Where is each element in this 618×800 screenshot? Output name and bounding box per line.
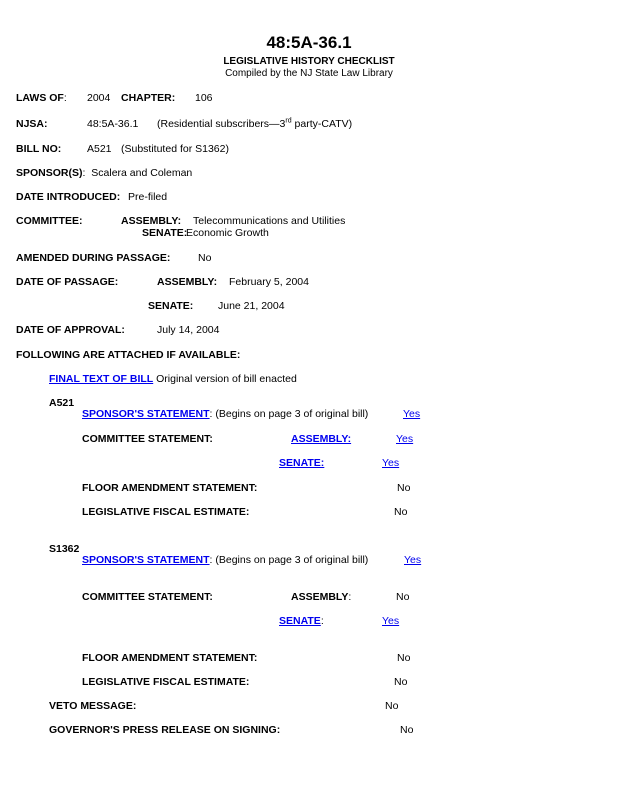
a521-label: A521 — [49, 397, 75, 409]
a521-sponsor-yes-link[interactable]: Yes — [403, 408, 421, 420]
sponsors-value: Scalera and Coleman — [91, 167, 193, 179]
a521-fiscal-label: LEGISLATIVE FISCAL ESTIMATE: — [82, 506, 250, 518]
date-of-approval-value: July 14, 2004 — [157, 324, 220, 336]
njsa-label: NJSA: — [16, 118, 48, 130]
s1362-senate-link[interactable]: SENATE — [279, 615, 321, 627]
s1362-sponsor-yes-link[interactable]: Yes — [404, 554, 422, 566]
committee-assembly-value: Telecommunications and Utilities — [193, 215, 346, 227]
s1362-label: S1362 — [49, 543, 80, 555]
s1362-senate-yes-link[interactable]: Yes — [382, 615, 400, 627]
bill-no-label: BILL NO: — [16, 143, 62, 155]
amended-value: No — [198, 252, 212, 264]
committee-senate-value: Economic Growth — [186, 227, 269, 239]
njsa-value: 48:5A-36.1 — [87, 118, 139, 130]
s1362-committee-label: COMMITTEE STATEMENT: — [82, 591, 213, 603]
passage-assembly-value: February 5, 2004 — [229, 276, 309, 288]
bill-no-note: (Substituted for S1362) — [121, 143, 229, 155]
passage-senate-label: SENATE: — [148, 300, 194, 312]
amended-label: AMENDED DURING PASSAGE: — [16, 252, 171, 264]
a521-sponsor-row: SPONSOR'S STATEMENT: (Begins on page 3 of original bill) — [82, 408, 369, 420]
a521-senate-link[interactable]: SENATE: — [279, 457, 325, 469]
laws-of-year: 2004 — [87, 92, 111, 104]
bill-no-value: A521 — [87, 143, 112, 155]
final-text-row: FINAL TEXT OF BILL Original version of bill enacted — [49, 373, 297, 385]
njsa-description: (Residential subscribers—3rd party-CATV) — [157, 117, 353, 130]
veto-value: No — [385, 700, 399, 712]
page-subtitle: LEGISLATIVE HISTORY CHECKLIST — [223, 56, 395, 67]
s1362-fiscal-label: LEGISLATIVE FISCAL ESTIMATE: — [82, 676, 250, 688]
passage-senate-value: June 21, 2004 — [218, 300, 285, 312]
date-introduced-value: Pre-filed — [128, 191, 168, 203]
a521-floor-value: No — [397, 482, 411, 494]
s1362-floor-value: No — [397, 652, 411, 664]
s1362-assembly-value: No — [396, 591, 410, 603]
a521-sponsor-statement-link[interactable]: SPONSOR'S STATEMENT — [82, 408, 210, 420]
a521-assembly-link[interactable]: ASSEMBLY: — [291, 433, 352, 445]
final-text-link[interactable]: FINAL TEXT OF BILL — [49, 373, 154, 385]
a521-committee-label: COMMITTEE STATEMENT: — [82, 433, 213, 445]
date-of-approval-label: DATE OF APPROVAL: — [16, 324, 125, 336]
governor-label: GOVERNOR'S PRESS RELEASE ON SIGNING: — [49, 724, 281, 736]
date-introduced-label: DATE INTRODUCED: — [16, 191, 121, 203]
s1362-fiscal-value: No — [394, 676, 408, 688]
laws-of-label: LAWS OF: — [16, 92, 67, 104]
committee-label: COMMITTEE: — [16, 215, 83, 227]
passage-assembly-label: ASSEMBLY: — [157, 276, 218, 288]
compiled-by: Compiled by the NJ State Law Library — [225, 68, 393, 79]
veto-label: VETO MESSAGE: — [49, 700, 137, 712]
sponsors-row: SPONSOR(S): Scalera and Coleman — [16, 167, 193, 179]
committee-senate-label: SENATE: — [142, 227, 188, 239]
s1362-assembly-label: ASSEMBLY: — [291, 591, 352, 603]
a521-assembly-yes-link[interactable]: Yes — [396, 433, 414, 445]
s1362-floor-label: FLOOR AMENDMENT STATEMENT: — [82, 652, 258, 664]
a521-senate-yes-link[interactable]: Yes — [382, 457, 400, 469]
s1362-sponsor-row: SPONSOR'S STATEMENT: (Begins on page 3 of original bill) — [82, 554, 369, 566]
governor-value: No — [400, 724, 414, 736]
page-title: 48:5A-36.1 — [266, 33, 352, 52]
s1362-senate-row: SENATE: — [279, 615, 324, 627]
attached-heading: FOLLOWING ARE ATTACHED IF AVAILABLE: — [16, 349, 241, 361]
date-of-passage-label: DATE OF PASSAGE: — [16, 276, 119, 288]
a521-floor-label: FLOOR AMENDMENT STATEMENT: — [82, 482, 258, 494]
s1362-sponsor-statement-link[interactable]: SPONSOR'S STATEMENT — [82, 554, 210, 566]
chapter-value: 106 — [195, 92, 213, 104]
committee-assembly-label: ASSEMBLY: — [121, 215, 182, 227]
chapter-label: CHAPTER: — [121, 92, 176, 104]
a521-fiscal-value: No — [394, 506, 408, 518]
